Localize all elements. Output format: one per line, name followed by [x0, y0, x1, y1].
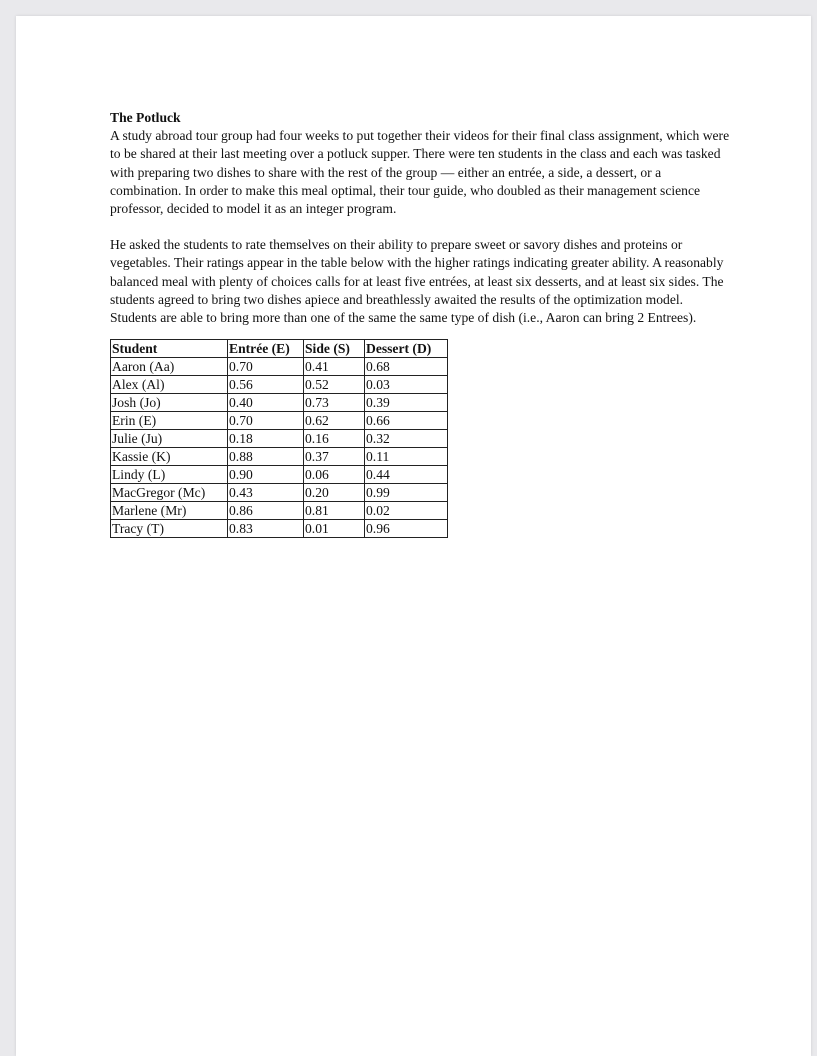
document-content — [110, 109, 730, 538]
cell-student: Erin (E) — [111, 412, 228, 430]
cell-dessert: 0.68 — [365, 358, 448, 376]
cell-side: 0.16 — [304, 430, 365, 448]
cell-dessert: 0.99 — [365, 484, 448, 502]
cell-entree: 0.43 — [228, 484, 304, 502]
cell-side: 0.81 — [304, 502, 365, 520]
cell-side: 0.52 — [304, 376, 365, 394]
header-side: Side (S) — [304, 340, 365, 358]
cell-side: 0.62 — [304, 412, 365, 430]
document-title: The Potluck — [110, 110, 181, 125]
cell-dessert: 0.11 — [365, 448, 448, 466]
table-row — [111, 376, 448, 394]
cell-entree: 0.70 — [228, 358, 304, 376]
table-row — [111, 484, 448, 502]
cell-side: 0.41 — [304, 358, 365, 376]
paragraph-ratings: He asked the students to rate themselves on their ability to prepare sweet or savory dishes and proteins or vegetables. Their ratings appear in the table below with the higher ratings indicating greater ability. A reasonably balanced meal with plenty of choices calls for at least five entrées, at least six desserts, and at least six sides. The students agreed to bring two dishes apiece and breathlessly awaited the results of the optimization model. Students are able to bring more than one of the same the same type of dish (i.e., Aaron can bring 2 Entrees). — [110, 237, 724, 326]
cell-entree: 0.83 — [228, 520, 304, 538]
cell-side: 0.37 — [304, 448, 365, 466]
ratings-table — [110, 339, 448, 538]
header-dessert: Dessert (D) — [365, 340, 448, 358]
cell-student: Josh (Jo) — [111, 394, 228, 412]
table-row — [111, 412, 448, 430]
cell-student: Lindy (L) — [111, 466, 228, 484]
cell-entree: 0.70 — [228, 412, 304, 430]
cell-student: Tracy (T) — [111, 520, 228, 538]
cell-student: Julie (Ju) — [111, 430, 228, 448]
table-row — [111, 466, 448, 484]
cell-dessert: 0.02 — [365, 502, 448, 520]
cell-entree: 0.88 — [228, 448, 304, 466]
table-body — [111, 358, 448, 538]
header-entree: Entrée (E) — [228, 340, 304, 358]
cell-student: MacGregor (Mc) — [111, 484, 228, 502]
cell-dessert: 0.32 — [365, 430, 448, 448]
cell-side: 0.73 — [304, 394, 365, 412]
table-row — [111, 448, 448, 466]
table-row — [111, 430, 448, 448]
cell-side: 0.20 — [304, 484, 365, 502]
table-row — [111, 502, 448, 520]
cell-student: Aaron (Aa) — [111, 358, 228, 376]
cell-dessert: 0.39 — [365, 394, 448, 412]
table-header-row — [111, 340, 448, 358]
table-row — [111, 394, 448, 412]
cell-dessert: 0.96 — [365, 520, 448, 538]
cell-dessert: 0.66 — [365, 412, 448, 430]
cell-side: 0.01 — [304, 520, 365, 538]
cell-entree: 0.56 — [228, 376, 304, 394]
cell-student: Alex (Al) — [111, 376, 228, 394]
cell-student: Kassie (K) — [111, 448, 228, 466]
table-row — [111, 520, 448, 538]
cell-entree: 0.86 — [228, 502, 304, 520]
table-row — [111, 358, 448, 376]
cell-student: Marlene (Mr) — [111, 502, 228, 520]
cell-entree: 0.18 — [228, 430, 304, 448]
cell-entree: 0.40 — [228, 394, 304, 412]
document-page — [16, 16, 811, 1056]
paragraph-intro: A study abroad tour group had four weeks to put together their videos for their final class assignment, which were to be shared at their last meeting over a potluck supper. There were ten students in the class and each was tasked with preparing two dishes to share with the rest of the group — either an entrée, a side, a dessert, or a combination. In order to make this meal optimal, their tour guide, who doubled as their management science professor, decided to model it as an integer program. — [110, 128, 730, 217]
cell-dessert: 0.03 — [365, 376, 448, 394]
cell-entree: 0.90 — [228, 466, 304, 484]
cell-dessert: 0.44 — [365, 466, 448, 484]
cell-side: 0.06 — [304, 466, 365, 484]
header-student: Student — [111, 340, 228, 358]
